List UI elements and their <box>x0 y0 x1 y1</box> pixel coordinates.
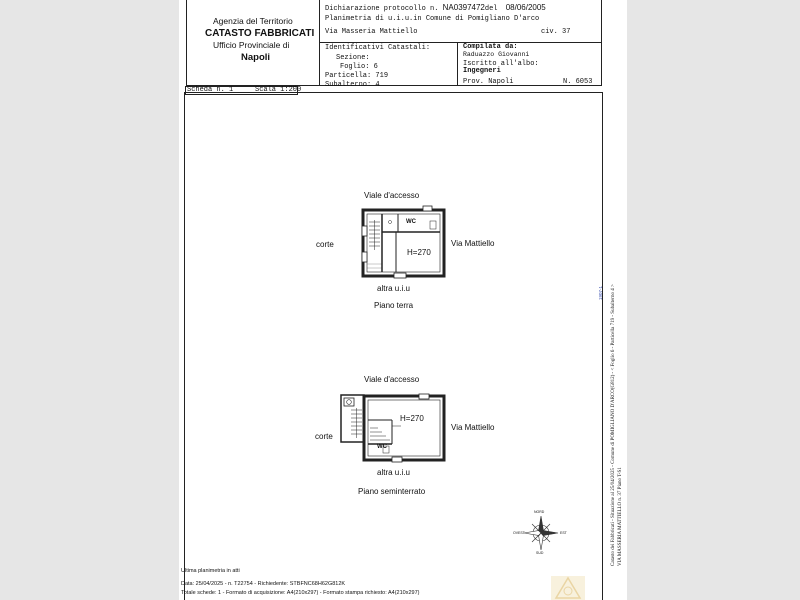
ultima-planimetria: Ultima planimetria in atti <box>181 568 240 574</box>
subalterno-label: Subalterno: <box>325 81 372 89</box>
planimetria-line: Planimetria di u.i.u.in Comune di Pomigliano D'arco <box>325 15 540 23</box>
compass-north: NORD <box>534 510 545 514</box>
scheda-number: Scheda n. 1 <box>187 86 234 94</box>
dichiarazione-label: Dichiarazione protocollo n. <box>325 5 439 13</box>
compass-rose-icon <box>524 516 558 550</box>
side-text-line2: VIA MASSERIA MATTIELLO n. 37 Piano T-S1 <box>618 467 623 566</box>
sezione-label: Sezione: <box>336 54 370 62</box>
left-gutter <box>0 0 179 600</box>
identificativi-title: Identificativi Catastali: <box>325 44 431 52</box>
terra-right-label: Via Mattiello <box>451 239 495 248</box>
semi-bottom-label: altra u.i.u <box>377 468 410 477</box>
address-line: Via Masseria Mattiello <box>325 28 418 36</box>
provincia: Napoli <box>241 52 271 63</box>
side-text <box>610 136 624 566</box>
terra-left-label: corte <box>316 240 334 249</box>
terra-height-label: H=270 <box>407 248 431 257</box>
document-sheet <box>179 0 627 600</box>
iscritto-label: Iscritto all'albo: <box>463 60 539 68</box>
prov-value: Prov. Napoli <box>463 78 514 86</box>
compilata-name: Raduazzo Giovanni <box>463 51 530 58</box>
del-label: del <box>484 5 498 13</box>
compass-east: EST <box>560 531 567 535</box>
watermark-logo-icon <box>551 576 585 600</box>
terra-floor-name: Piano terra <box>374 301 414 310</box>
semi-right-label: Via Mattiello <box>451 423 495 432</box>
side-text-line1: Catasto dei Fabbricati - Situazione al 25/04/2025 - Comune di POMIGLIANO D'ARCO(G812) - < Foglio 6 - Particella 719 - Subalterno 4 > <box>611 284 616 566</box>
plan-terra <box>362 206 444 278</box>
albo-value: Ingegneri <box>463 67 501 75</box>
floor-plans-drawing <box>179 0 627 600</box>
semi-height-label: H=270 <box>400 414 424 423</box>
scala: Scala 1:200 <box>255 86 302 94</box>
terra-wc-label: WC <box>406 219 416 225</box>
particella-label: Particella: <box>325 72 372 80</box>
semi-left-label: corte <box>315 432 333 441</box>
ufficio-label: Ufficio Provinciale di <box>213 40 290 50</box>
catasto-title: CATASTO FABBRICATI <box>205 28 315 39</box>
terra-access-label: Viale d'accesso <box>364 191 420 200</box>
compilata-title: Compilata da: <box>463 43 518 51</box>
side-mark: 1907-1 <box>598 285 603 300</box>
agency-name: Agenzia del Territorio <box>213 16 293 26</box>
semi-wc-label: WC <box>377 444 387 450</box>
right-gutter <box>627 0 800 600</box>
semi-floor-name: Piano seminterrato <box>358 487 426 496</box>
foglio-label: Foglio: <box>340 63 370 71</box>
semi-access-label: Viale d'accesso <box>364 375 420 384</box>
particella-value: 719 <box>375 72 389 80</box>
protocollo-date: 08/06/2005 <box>505 3 546 12</box>
albo-number: N. 6053 <box>563 78 593 86</box>
compass-south: SUD <box>536 551 544 555</box>
plan-seminterrato <box>341 394 444 462</box>
footer-data-line: Data: 25/04/2025 - n. T22754 - Richiedente: STBFNC68H62G812K <box>181 581 346 587</box>
terra-bottom-label: altra u.i.u <box>377 284 410 293</box>
subalterno-value: 4 <box>375 81 380 89</box>
footer-schede-line: Totale schede: 1 - Formato di acquisizione: A4(210x297) - Formato stampa richiesto: A4(210x297) <box>181 590 420 596</box>
protocollo-number: NA0397472 <box>442 3 485 12</box>
foglio-value: 6 <box>373 63 378 71</box>
compass-west: OVEST <box>513 531 525 535</box>
civico: civ. 37 <box>541 28 571 36</box>
